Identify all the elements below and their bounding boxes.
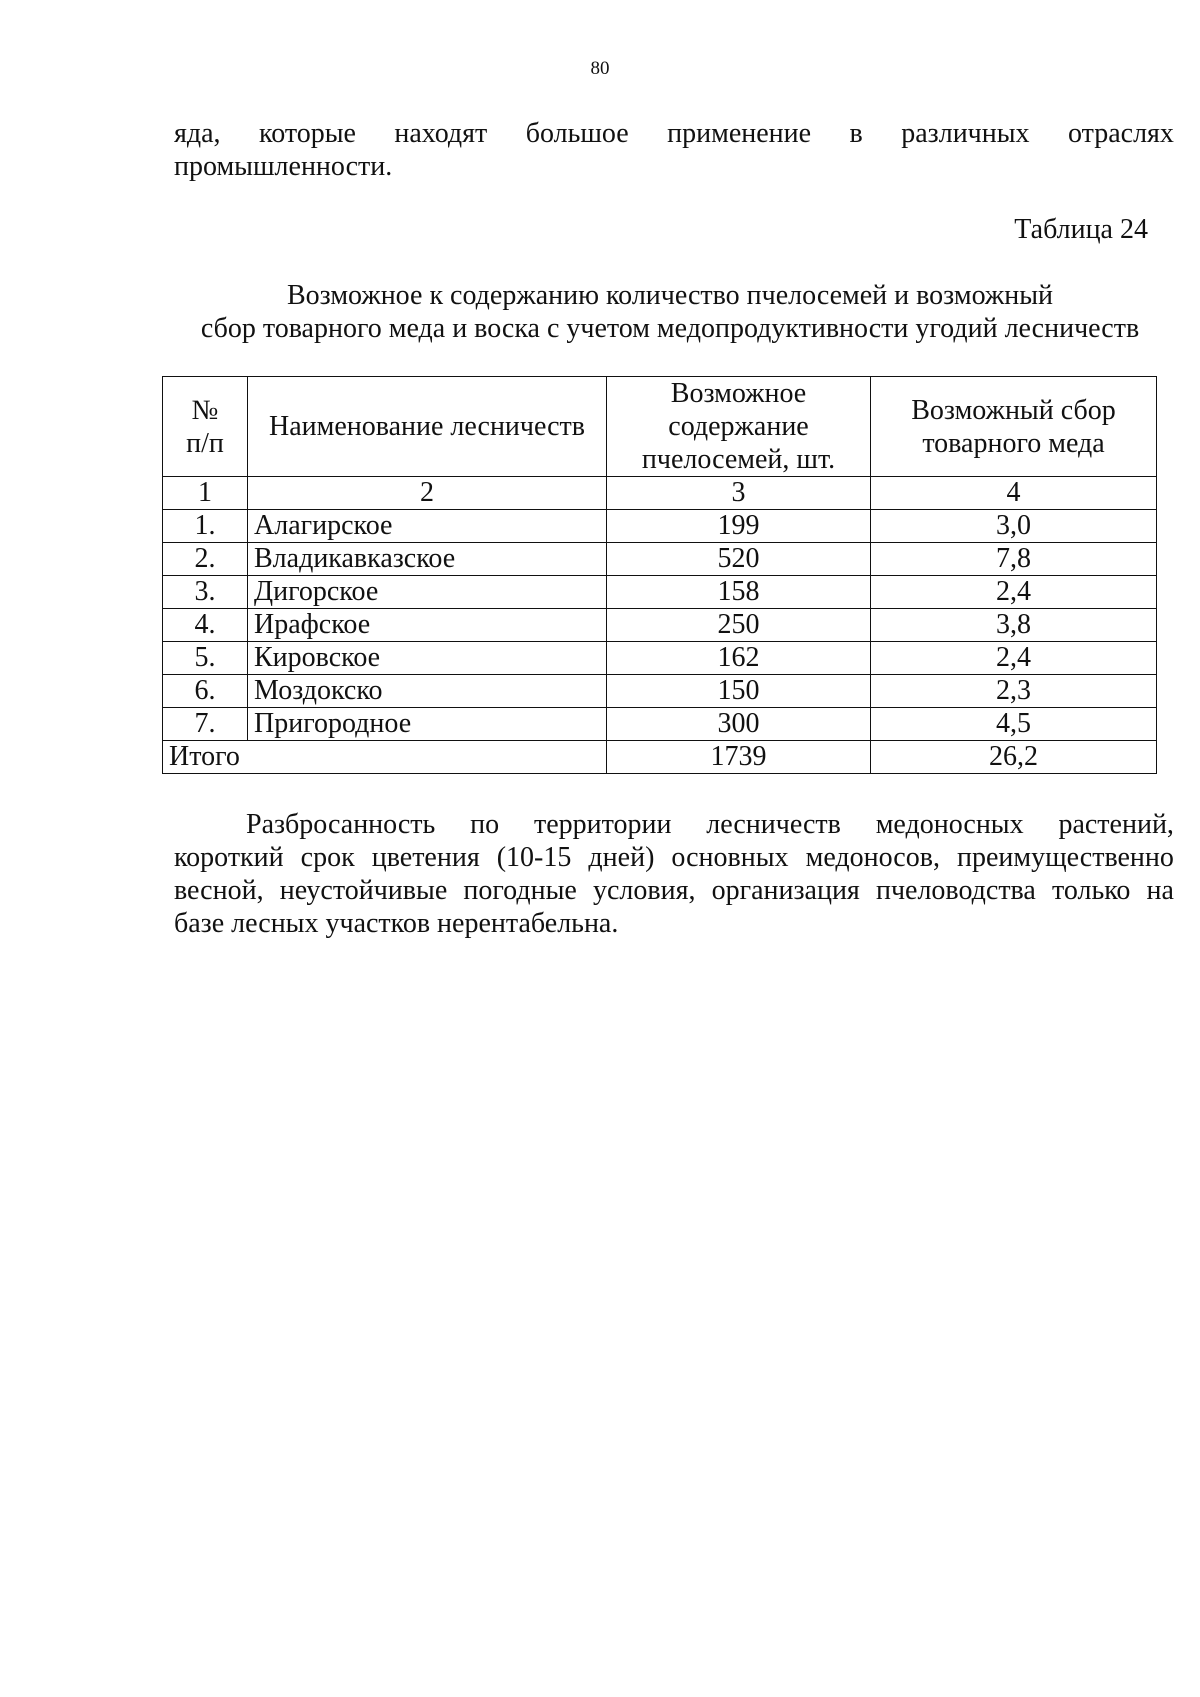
column-number: 1 bbox=[163, 477, 248, 510]
conclusion-word: срок bbox=[300, 842, 355, 873]
header-number-line-2: п/п bbox=[186, 427, 224, 459]
conclusion-line-3 bbox=[174, 874, 1174, 907]
colony-count: 150 bbox=[607, 675, 871, 708]
row-number: 4. bbox=[163, 609, 248, 642]
conclusion-word: растений, bbox=[1058, 809, 1174, 840]
row-number: 2. bbox=[163, 543, 248, 576]
total-count: 1739 bbox=[607, 741, 871, 774]
table-row bbox=[163, 510, 1157, 543]
intro-line-2: промышленности. bbox=[174, 151, 393, 182]
table-label: Таблица 24 bbox=[1014, 214, 1148, 245]
honey-yield: 7,8 bbox=[871, 543, 1157, 576]
honey-yield: 4,5 bbox=[871, 708, 1157, 741]
table-title-line-1: Возможное к содержанию количество пчелосемей и возможный bbox=[286, 280, 1053, 311]
conclusion-word: дней) bbox=[588, 842, 655, 873]
colony-count: 520 bbox=[607, 543, 871, 576]
intro-word: различных bbox=[901, 118, 1030, 149]
total-honey: 26,2 bbox=[871, 741, 1157, 774]
conclusion-word: медоносных bbox=[875, 809, 1024, 840]
conclusion-line-4: базе лесных участков нерентабельна. bbox=[174, 908, 619, 939]
header-honey-line-1: Возможный сбор bbox=[911, 394, 1116, 426]
intro-paragraph bbox=[174, 117, 1174, 183]
forestry-name: Дигорское bbox=[248, 576, 607, 609]
colony-count: 300 bbox=[607, 708, 871, 741]
conclusion-word: лесничеств bbox=[706, 809, 841, 840]
conclusion-paragraph bbox=[174, 808, 1174, 940]
conclusion-word: территории bbox=[533, 809, 672, 840]
conclusion-word: основных bbox=[671, 842, 789, 873]
honey-yield: 2,3 bbox=[871, 675, 1157, 708]
row-number: 6. bbox=[163, 675, 248, 708]
row-number: 5. bbox=[163, 642, 248, 675]
column-number: 4 bbox=[871, 477, 1157, 510]
header-count-line-2: содержание bbox=[668, 411, 809, 442]
intro-word: применение bbox=[667, 118, 812, 149]
forestry-name: Пригородное bbox=[248, 708, 607, 741]
table-title bbox=[150, 279, 1190, 345]
total-row bbox=[163, 741, 1157, 774]
column-number-row bbox=[163, 477, 1157, 510]
intro-word: которые bbox=[259, 118, 356, 149]
intro-word: большое bbox=[525, 118, 629, 149]
intro-word: отраслях bbox=[1068, 118, 1174, 149]
header-name: Наименование лесничеств bbox=[248, 377, 607, 477]
colony-count: 162 bbox=[607, 642, 871, 675]
honey-yield: 3,0 bbox=[871, 510, 1157, 543]
colony-count: 158 bbox=[607, 576, 871, 609]
header-count-line-3: пчелосемей, шт. bbox=[641, 444, 836, 475]
header-honey bbox=[871, 377, 1157, 477]
colony-count: 199 bbox=[607, 510, 871, 543]
header-number bbox=[163, 377, 248, 477]
column-number: 3 bbox=[607, 477, 871, 510]
forestry-name: Моздокско bbox=[248, 675, 607, 708]
row-number: 7. bbox=[163, 708, 248, 741]
header-honey-line-2: товарного меда bbox=[922, 427, 1105, 459]
header-count bbox=[607, 377, 871, 477]
table-row bbox=[163, 642, 1157, 675]
table-row bbox=[163, 675, 1157, 708]
total-label: Итого bbox=[163, 741, 607, 774]
conclusion-line-2 bbox=[174, 841, 1174, 874]
header-number-line-1: № bbox=[191, 394, 219, 426]
forestry-name: Кировское bbox=[248, 642, 607, 675]
forestry-name: Владикавказское bbox=[248, 543, 607, 576]
intro-line-1 bbox=[174, 117, 1174, 150]
intro-word: в bbox=[849, 118, 863, 149]
conclusion-word: только bbox=[1051, 875, 1131, 906]
table-row bbox=[163, 609, 1157, 642]
table-row bbox=[163, 708, 1157, 741]
table-row bbox=[163, 543, 1157, 576]
honey-yield: 3,8 bbox=[871, 609, 1157, 642]
intro-word: яда, bbox=[174, 118, 221, 149]
conclusion-word: короткий bbox=[174, 842, 284, 873]
conclusion-word: организация bbox=[711, 875, 860, 906]
conclusion-line-1 bbox=[174, 808, 1174, 841]
honey-yield: 2,4 bbox=[871, 576, 1157, 609]
forestry-name: Ирафское bbox=[248, 609, 607, 642]
honey-yield: 2,4 bbox=[871, 642, 1157, 675]
table-row bbox=[163, 576, 1157, 609]
intro-word: находят bbox=[394, 118, 488, 149]
table-title-line-2: сбор товарного меда и воска с учетом медопродуктивности угодий лесничеств bbox=[200, 313, 1140, 344]
header-count-line-1: Возможное bbox=[670, 378, 807, 409]
conclusion-word: Разбросанность bbox=[246, 809, 436, 840]
conclusion-word: цветения bbox=[371, 842, 480, 873]
conclusion-word: весной, bbox=[174, 875, 264, 906]
row-number: 1. bbox=[163, 510, 248, 543]
conclusion-word: (10-15 bbox=[496, 842, 572, 873]
conclusion-word: погодные bbox=[463, 875, 577, 906]
conclusion-word: пчеловодства bbox=[875, 875, 1036, 906]
conclusion-word: на bbox=[1146, 875, 1174, 906]
forestry-name: Алагирское bbox=[248, 510, 607, 543]
conclusion-word: неустойчивые bbox=[279, 875, 448, 906]
colony-count: 250 bbox=[607, 609, 871, 642]
conclusion-word: преимущественно bbox=[956, 842, 1174, 873]
conclusion-word: медоносов, bbox=[805, 842, 940, 873]
data-table bbox=[162, 376, 1157, 774]
conclusion-word: по bbox=[470, 809, 500, 840]
row-number: 3. bbox=[163, 576, 248, 609]
conclusion-word: условия, bbox=[592, 875, 696, 906]
column-number: 2 bbox=[248, 477, 607, 510]
table-header-row bbox=[163, 377, 1157, 477]
page-number: 80 bbox=[590, 58, 610, 79]
